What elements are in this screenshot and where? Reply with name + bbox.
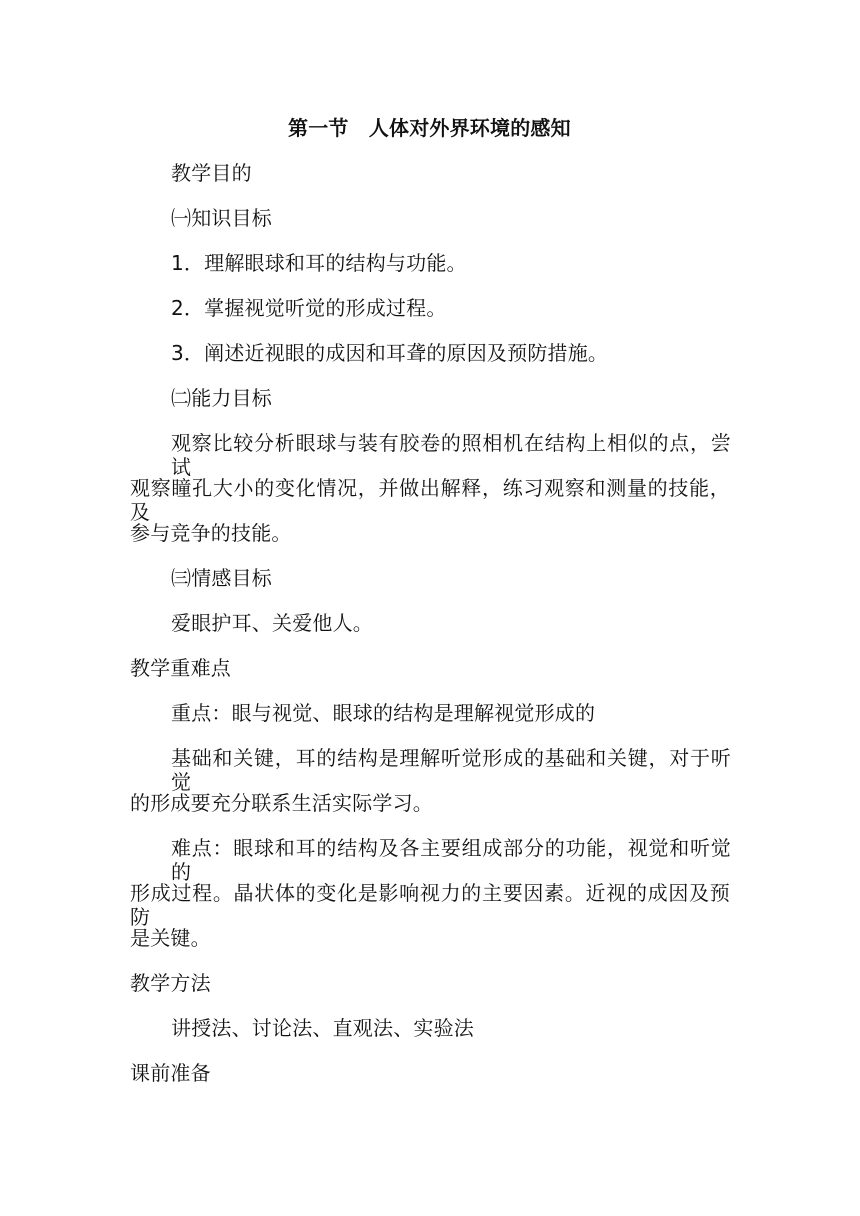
section-heading: 教学重难点 [130, 656, 231, 680]
paragraph-line: 观察瞳孔大小的变化情况，并做出解释，练习观察和测量的技能，及 [130, 476, 730, 524]
list-item: 2．掌握视觉听觉的形成过程。 [171, 296, 447, 320]
paragraph-line: 是关键。 [130, 926, 211, 950]
paragraph-line: 讲授法、讨论法、直观法、实验法 [171, 1016, 474, 1040]
paragraph-line: 基础和关键，耳的结构是理解听觉形成的基础和关键，对于听觉 [171, 746, 731, 794]
subsection-heading: ㈠知识目标 [171, 206, 272, 230]
paragraph-line: 观察比较分析眼球与装有胶卷的照相机在结构上相似的点，尝试 [171, 431, 731, 479]
section-heading: 课前准备 [130, 1061, 211, 1085]
subsection-heading: ㈢情感目标 [171, 566, 272, 590]
list-item: 1．理解眼球和耳的结构与功能。 [171, 251, 467, 275]
paragraph-line: 难点：眼球和耳的结构及各主要组成部分的功能，视觉和听觉的 [171, 836, 731, 884]
paragraph-line: 的形成要充分联系生活实际学习。 [130, 791, 433, 815]
paragraph-line: 参与竞争的技能。 [130, 521, 292, 545]
section-heading: 教学方法 [130, 971, 211, 995]
page-title: 第一节 人体对外界环境的感知 [288, 116, 571, 140]
paragraph-line: 形成过程。晶状体的变化是影响视力的主要因素。近视的成因及预防 [130, 881, 730, 929]
paragraph-line: 重点：眼与视觉、眼球的结构是理解视觉形成的 [171, 701, 596, 725]
paragraph-line: 爱眼护耳、关爱他人。 [171, 611, 373, 635]
list-item: 3．阐述近视眼的成因和耳聋的原因及预防措施。 [171, 341, 609, 365]
subsection-heading: ㈡能力目标 [171, 386, 272, 410]
section-heading: 教学目的 [171, 161, 252, 185]
